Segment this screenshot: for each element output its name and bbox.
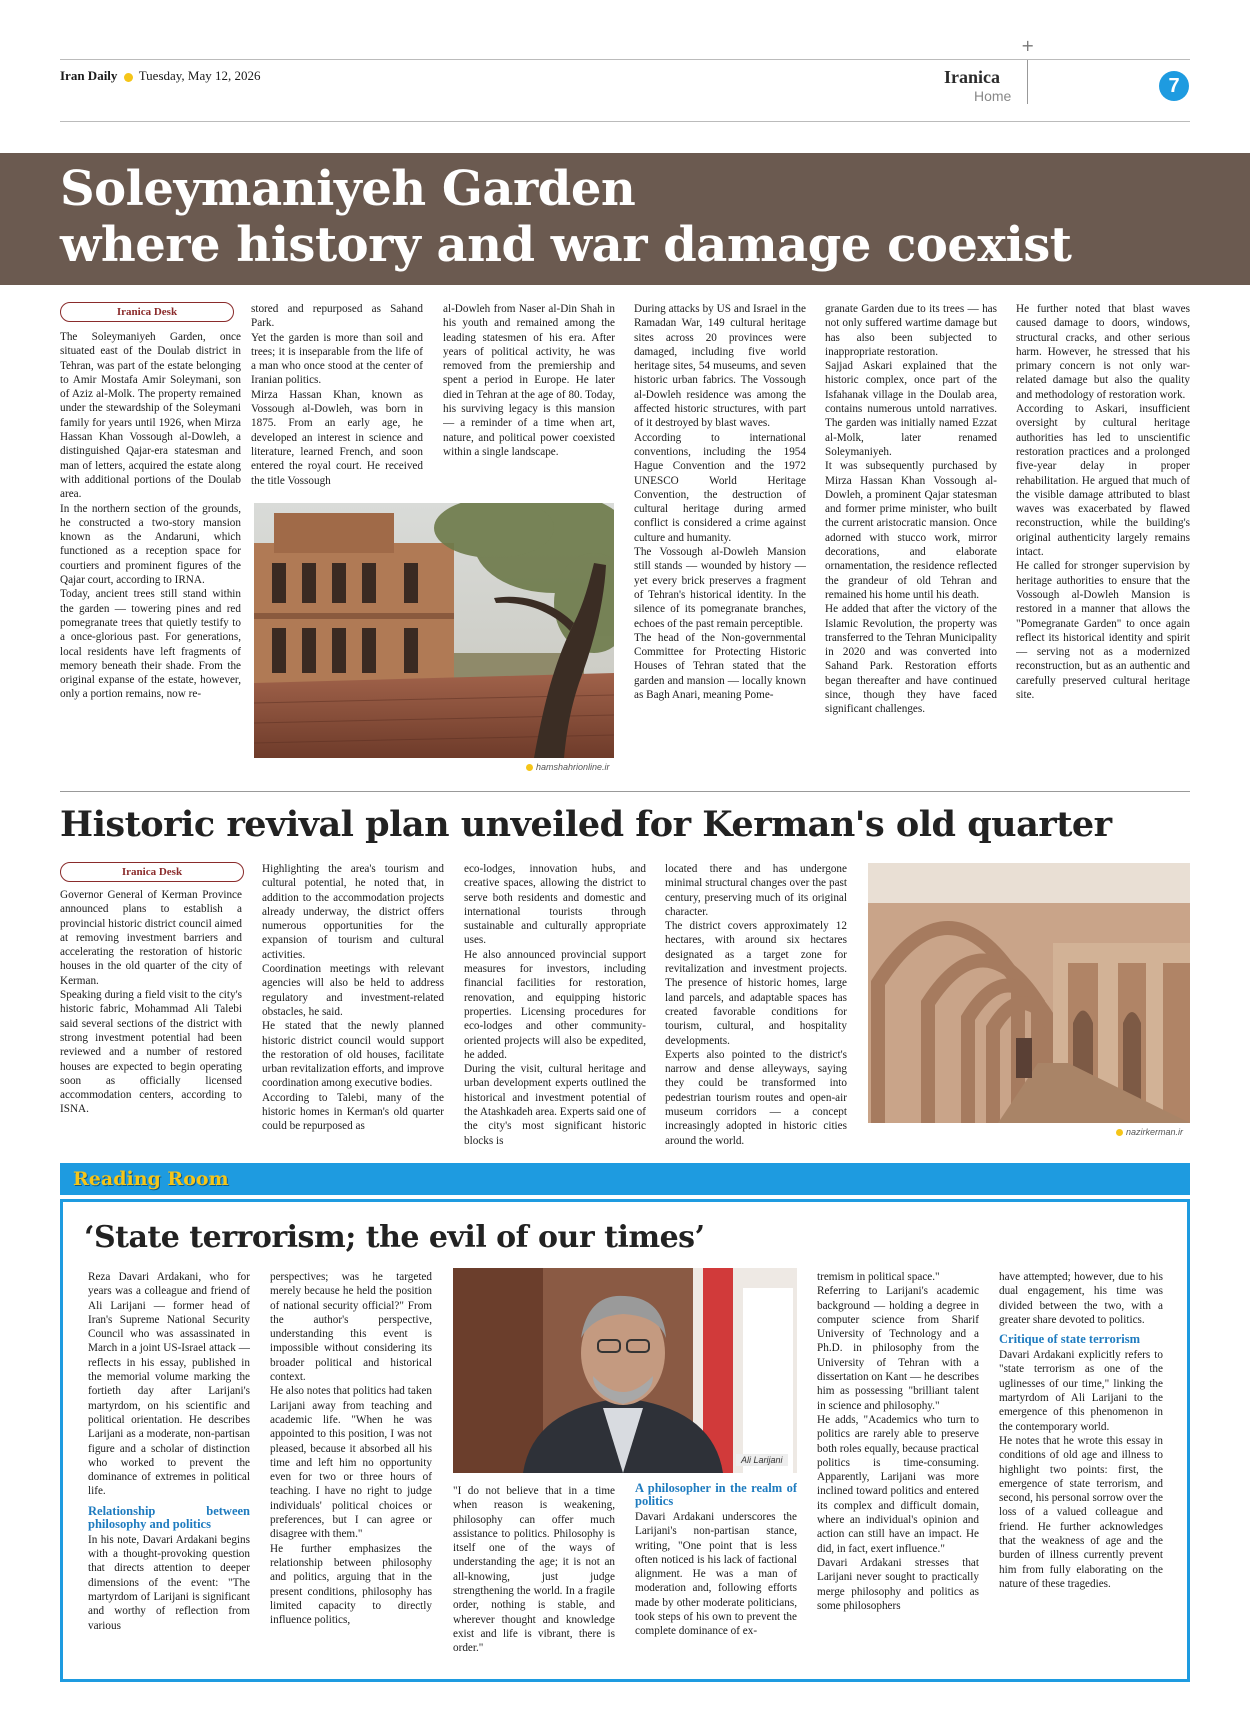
paragraph: Referring to Larijani's academic background — holding a degree in computer science from Sharif University of Technology and a Ph.D. in philosophy from the University of Tehran with a dissertation on Kant — he describes him as possessing "brilliant talent in science and philosophy." [817,1285,979,1412]
subhead-philosophy-politics: Relationship between philosophy and politics [88,1503,250,1531]
story1-title-line1: Soleymaniyeh Garden [60,161,636,217]
paragraph: He also notes that politics had taken Larijani away from teaching and academic life. "When he was appointed to this position, I was not pleased, because it absorbed all his time and left him no opportunity even for two or three hours of teaching. I have no right to judge individuals' political choices or preferences, but I can agree or disagree with them." [270,1385,432,1541]
story2-col-3 [464,862,646,1148]
caption-text: Ali Larijani [741,1455,783,1465]
paragraph: In his note, Davari Ardakani begins with a thought-provoking question that directs attention to deeper dimensions of the event: "The martyrdom of Larijani is significant and worthy of reflection from various [88,1533,250,1632]
reading-col-6 [999,1270,1163,1654]
paragraph: The head of the Non-governmental Committee for Protecting Historic Houses of Tehran stated that the garden and mansion — locally known as Bagh Anari, meaning Pome- [634,631,806,702]
header-divider [1027,60,1028,104]
paragraph: According to Askari, insufficient oversight by cultural heritage authorities has led to unscientific restoration practices and a prolonged five-year delay in proper rehabilitation. He argued that much of the visible damage attributed to blast waves was exacerbated by flawed reconstruction, while the building's original authenticity largely remains intact. [1016,403,1190,559]
paragraph: In the northern section of the grounds, he constructed a two-story mansion known as the Andaruni, which functioned as a reception space for courtiers and prominent figures of the Qajar court, according to IRNA. [60,502,241,587]
paragraph: Coordination meetings with relevant agencies will also be held to address regulatory and investment-related obstacles, he said. [262,963,444,1018]
paragraph: He added that after the victory of the Islamic Revolution, the property was transferred to the Tehran Municipality in 2020 and was converted into Sahand Park. Restoration efforts began thereafter and have continued since, though they have faced significant challenges. [825,603,997,716]
paragraph: The district covers approximately 12 hectares, with around six hectares designated as a target zone for revitalization and investment projects. The presence of historic homes, large land parcels, and adaptable spaces has created favorable conditions for tourism, cultural, and hospitality developments. [665,920,847,1047]
paragraph: Experts also pointed to the district's narrow and dense alleyways, saying they could be transformed into pedestrian tourism routes and open-air museum corridors — a concept increasingly adopted in historic cities around the world. [665,1048,847,1147]
kerman-arches-photo [868,863,1190,1123]
paper-name: Iran Daily [60,68,118,83]
paragraph: perspectives; was he targeted merely because he held the position of national security official?" From the author's perspective, understanding this event is impossible without considering its broader political and historical context. [270,1271,432,1384]
paragraph: He adds, "Academics who turn to politics are rarely able to preserve both roles equally, because practical politics is time-consuming. Apparently, Larijani was more inclined toward politics and entered its complex and difficult domain, where an individual's opinion and action can still have an impact. He did, in fact, exert influence." [817,1413,979,1555]
paragraph: Speaking during a field visit to the city's historic fabric, Mohammad Ali Talebi said several sections of the district with strong investment potential had been reviewed and a number of restored houses are expected to begin operating soon as officially licensed accommodation centers, according to ISNA. [60,989,242,1116]
story1-col-2 [251,302,423,492]
issue-date: Tuesday, May 12, 2026 [138,68,261,83]
credit-text: nazirkerman.ir [1126,1127,1184,1137]
paragraph: have attempted; however, due to his dual engagement, his time was divided between the two, with a greater share devoted to politics. [999,1271,1163,1326]
paragraph: He further emphasizes the relationship between philosophy and politics, arguing that in the present conditions, philosophy has limited capacity to directly influence politics, [270,1542,432,1627]
story1-col-4 [634,302,806,774]
story1-col-3 [443,302,615,492]
portrait-caption [736,1454,788,1466]
story1-photo-credit [526,762,610,772]
date-dot [124,73,133,82]
story1-col-1 [60,330,241,770]
paragraph: During attacks by US and Israel in the Ramadan War, 149 cultural heritage sites across 20 provinces were damaged, including five world heritage sites, 54 museums, and seven historic urban fabrics. The Vossough al-Dowleh residence was among the affected historic structures, with part of it destroyed by blast waves. [634,303,806,430]
paragraph: eco-lodges, innovation hubs, and creative spaces, allowing the district to serve both residents and domestic and international tourists through sustainable and culturally appropriate uses. [464,863,646,947]
paragraph: al-Dowleh from Naser al-Din Shah in his youth and remained among the leading statesmen of his era. After years of political activity, he was removed from the premiership and spent a period in Europe. He later died in Tehran at the age of 80. Today, his surviving legacy is this mansion — a reminder of a time when art, nature, and political power coexisted within a single landscape. [443,303,615,458]
reading-col-5 [817,1270,979,1654]
paragraph: Yet the garden is more than soil and trees; it is inseparable from the life of a man who once stood at the center of Iranian politics. [251,331,423,387]
mansion-photo [254,503,614,758]
story1-desk-tag: Iranica Desk [60,302,234,322]
header-bottom-rule [60,121,1190,122]
subhead-philosopher-politics: A philosopher in the realm of politics [635,1481,797,1508]
header-top-rule [60,59,1190,60]
story-divider [60,791,1190,792]
reading-room-title: ‘State terrorism; the evil of our times’ [84,1220,705,1255]
paragraph: During the visit, cultural heritage and urban development experts outlined the historical and investment potential of the Atashkadeh area. Experts said one of the city's most significant historic blocks is [464,1063,646,1147]
paragraph: According to Talebi, many of the historic homes in Kerman's old quarter could be repurposed as [262,1091,444,1133]
section-name: Iranica [944,67,1000,87]
header-meta [60,68,261,84]
reading-room-label: Reading Room [73,1168,229,1190]
crop-mark: + [1021,36,1035,55]
story2-desk-tag: Iranica Desk [60,862,244,882]
reading-col-2 [270,1270,432,1654]
paragraph: It was subsequently purchased by Mirza Hassan Khan Vossough al-Dowleh, a prominent Qajar statesman and former prime minister, who built the current aristocratic mansion. Once adorned with stucco work, mirror decorations, and elaborate ornamentation, the residence reflected the grandeur of old Tehran and remained his home until his death. [825,460,997,601]
paragraph: The Vossough al-Dowleh Mansion still stands — wounded by history — yet every brick preserves a fragment of Tehran's historical identity. In the silence of its pomegranate branches, echoes of the past remain perceptible. [634,546,806,630]
reading-col-3 [453,1484,615,1654]
story1-title-line2: where history and war damage coexist [60,217,1072,273]
paragraph: According to international conventions, including the 1954 Hague Convention and the 1972 UNESCO World Heritage Convention, the destruction of cultural heritage during armed conflict is considered a crime against culture and humanity. [634,431,806,544]
page-number-badge [1159,71,1189,101]
story1-title [60,161,1071,273]
paragraph: tremism in political space." [817,1271,940,1283]
paragraph: He stated that the newly planned historic district council would support the restoration of old houses, facilitate urban revitalization efforts, and improve coordination among executive bodies. [262,1020,444,1090]
paragraph: Davari Ardakani underscores the Larijani's non-partisan stance, writing, "One point that is less often noticed is his lack of factional alignment. He was a man of moderation and, following efforts made by other moderate politicians, took steps of his own to prevent the complete dominance of ex- [635,1511,797,1638]
paragraph: He also announced provincial support measures for investors, including financial facilities for restoration, renovation, and equipping historic properties. Licensing procedures for eco-lodges and other community-oriented projects will also be expedited, he added. [464,948,646,1061]
paragraph: He called for stronger supervision by heritage authorities to ensure that the Vossough al-Dowleh Mansion is restored in a manner that allows the "Pomegranate Garden" to once again reflect its historical identity and spirit — serving not as a modernized reconstruction, but as an authentic and carefully preserved cultural heritage site. [1016,560,1190,702]
paragraph: Davari Ardakani stresses that Larijani never sought to practically merge philosophy and politics as some philosophers [817,1556,979,1612]
pull-quote: "I do not believe that in a time when reason is weakening, philosophy can offer much assistance to politics. Philosophy is itself one of the ways of understanding the age; it is not an all-knowing, just judge strengthening the world. In a fragile order, nothing is stable, and wherever thought and knowledge exist and life is vibrant, there is order." [453,1485,615,1654]
paragraph: Governor General of Kerman Province announced plans to establish a provincial historic district council aimed at removing investment barriers and accelerating the restoration of historic houses in the old quarter of the city of Kerman. [60,889,242,987]
reading-col-1 [88,1270,250,1654]
story2-title: Historic revival plan unveiled for Kerman's old quarter [60,804,1112,845]
paragraph: He further noted that blast waves caused damage to doors, windows, structural cracks, and other serious harm. However, he stressed that his primary concern is not only war-related damage but also the quality and methodology of restoration work. [1016,303,1190,401]
paragraph: Sajjad Askari explained that the historic complex, once part of the Isfahanak village in the Doulab area, contains numerous untold narratives. The garden was initially named Ezzat al-Molk, later renamed Soleymaniyeh. [825,360,997,458]
paragraph: The Soleymaniyeh Garden, once situated east of the Doulab district in Tehran, was part of the estate belonging to Amir Mostafa Amir Soleymani, son of Aziz al-Molk. The property remained under the stewardship of the Soleymani family for years until 1926, when Mirza Hassan Khan Vossough al-Dowleh, a distinguished Qajar-era statesman and man of letters, acquired the estate along with additional portions of the Doulab area. [60,331,241,501]
paragraph: granate Garden due to its trees — has not only suffered wartime damage but has also been subjected to inappropriate restoration. [825,303,997,358]
larijani-portrait [453,1268,797,1473]
story1-col-6 [1016,302,1190,774]
reading-room-bar [60,1163,1190,1195]
story1-col-5 [825,302,997,774]
reading-col-4 [635,1480,797,1654]
paragraph: Davari Ardakani explicitly refers to "state terrorism as one of the uglinesses of our time," linking the martyrdom of Ali Larijani to the emergence of this phenomenon in the contemporary world. [999,1349,1163,1433]
story2-photo-credit [1116,1127,1183,1137]
paragraph: located there and has undergone minimal structural changes over the past century, preserving much of its original character. [665,863,847,918]
story2-col-4 [665,862,847,1148]
story2-col-1 [60,888,242,1148]
story2-col-2 [262,862,444,1148]
paragraph: Reza Davari Ardakani, who for years was a colleague and friend of Ali Larijani — former head of Iran's Supreme National Security Council who was assassinated in March in a joint US-Israel attack — reflects in his essay, published in the memorial volume marking the fortieth day after Larijani's martyrdom, on his scientific and political orientation. He describes Larijani as a moderate, non-partisan figure and a scholar of distinction who worked to prevent the dominance of extremes in political life. [88,1271,250,1498]
paragraph: He notes that he wrote this essay in conditions of old age and illness to highlight two points: first, the emergence of state terrorism, and second, his personal sorrow over the loss of a valued colleague and friend. He further acknowledges that the weakness of age and the burden of illness currently prevent him from fully elaborating on the nature of these tragedies. [999,1434,1163,1590]
page-number: 7 [1168,75,1180,97]
paragraph: Highlighting the area's tourism and cultural potential, he noted that, in addition to the accommodation projects already underway, the district offers numerous opportunities for the expansion of tourism and cultural activities. [262,863,444,961]
paragraph: Today, ancient trees still stand within the garden — towering pines and red pomegranate trees that quietly testify to a once-glorious past. For generations, local residents have left fragments of memory beneath their shade. From the original expanse of the estate, however, only a portion remains, now re- [60,588,241,701]
credit-text: hamshahrionline.ir [536,762,610,772]
subsection-name: Home [974,88,1012,104]
subhead-critique-terrorism: Critique of state terrorism [999,1332,1141,1347]
paragraph: Mirza Hassan Khan, known as Vossough al-Dowleh, was born in 1875. From an early age, he developed an interest in science and literature, learned French, and soon entered the royal court. He received the title Vossough [251,388,423,487]
paragraph: stored and repurposed as Sahand Park. [251,303,423,330]
